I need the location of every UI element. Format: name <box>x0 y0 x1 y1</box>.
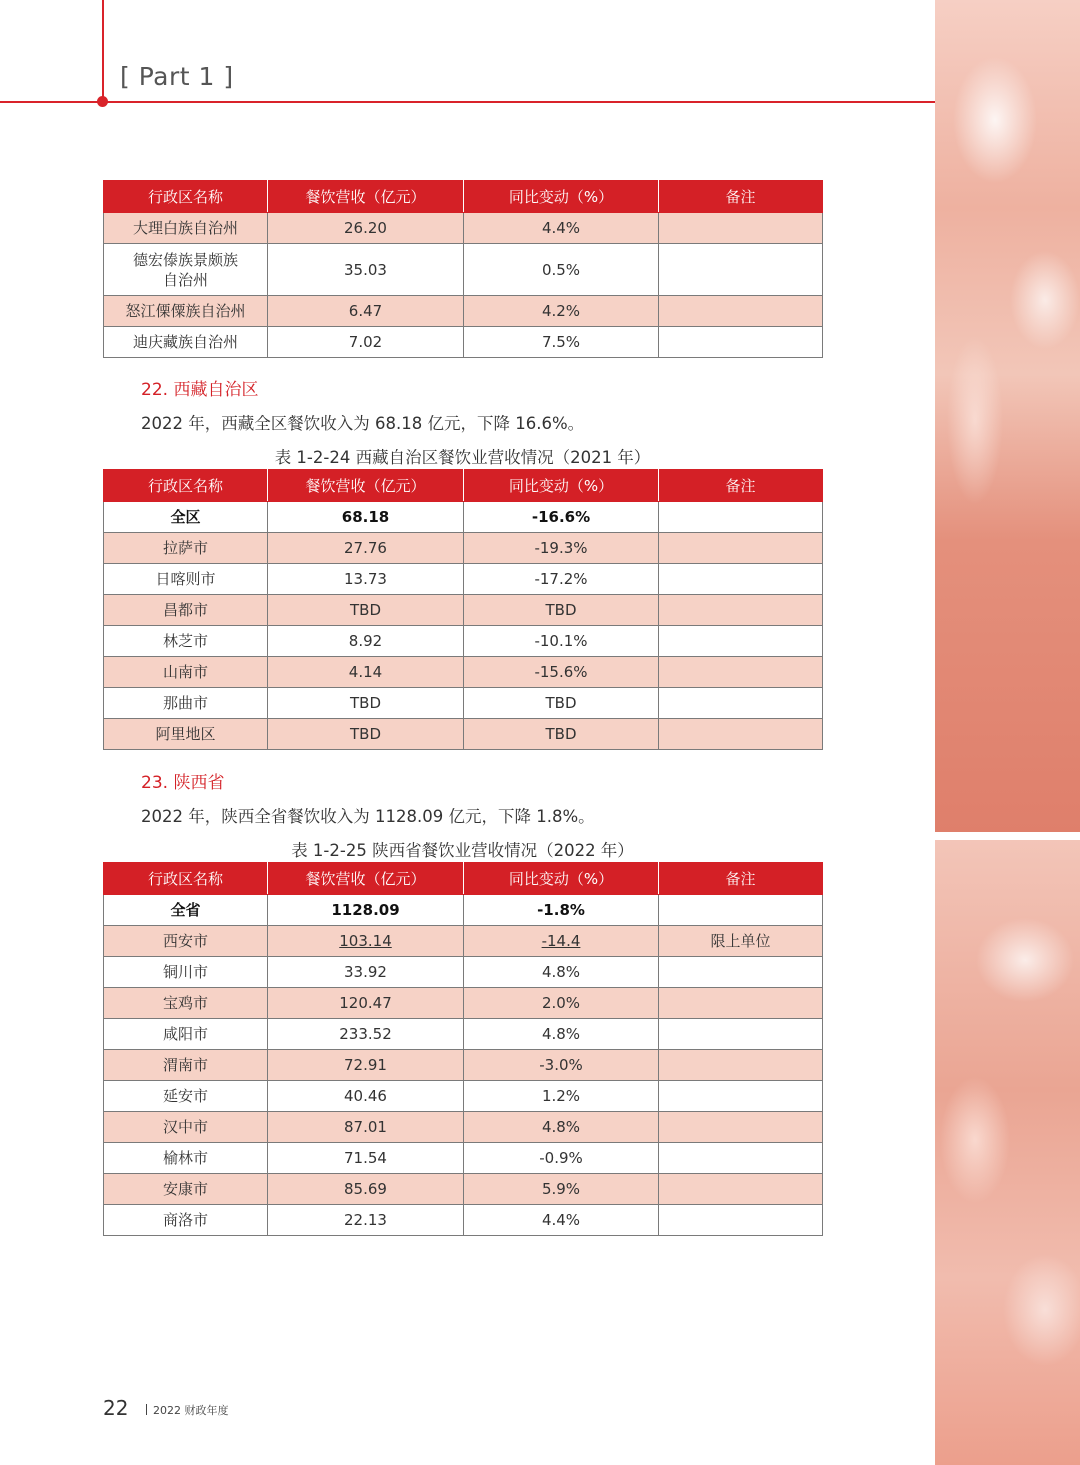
change-cell: -19.3% <box>464 533 659 564</box>
note-cell <box>659 1019 823 1050</box>
note-cell <box>659 533 823 564</box>
table-row <box>104 244 823 296</box>
region-cell: 全省 <box>104 895 268 926</box>
column-header: 备注 <box>659 470 823 502</box>
header-horizontal-rule <box>0 101 935 103</box>
table-tibet <box>103 469 823 750</box>
column-header: 备注 <box>659 863 823 895</box>
change-cell: 1.2% <box>464 1081 659 1112</box>
change-cell: 2.0% <box>464 988 659 1019</box>
note-cell <box>659 626 823 657</box>
footer-divider <box>146 1404 147 1415</box>
region-cell: 渭南市 <box>104 1050 268 1081</box>
table-header-row <box>104 863 823 895</box>
change-cell: TBD <box>464 719 659 750</box>
region-cell: 咸阳市 <box>104 1019 268 1050</box>
table-caption-25: 表 1-2-25 陕西省餐饮业营收情况（2022 年） <box>291 841 634 860</box>
revenue-cell: TBD <box>268 688 464 719</box>
table-row-total <box>104 502 823 533</box>
revenue-cell: 72.91 <box>268 1050 464 1081</box>
region-cell: 昌都市 <box>104 595 268 626</box>
table-row <box>104 213 823 244</box>
change-cell: -17.2% <box>464 564 659 595</box>
table-row <box>104 1081 823 1112</box>
table-header-row <box>104 470 823 502</box>
table-row <box>104 296 823 327</box>
column-header: 餐饮营收（亿元） <box>268 863 464 895</box>
region-cell: 日喀则市 <box>104 564 268 595</box>
region-cell: 林芝市 <box>104 626 268 657</box>
region-cell: 榆林市 <box>104 1143 268 1174</box>
region-cell: 铜川市 <box>104 957 268 988</box>
column-header: 行政区名称 <box>104 181 268 213</box>
note-cell <box>659 688 823 719</box>
revenue-value-underlined: 103.14 <box>339 932 392 950</box>
table-row <box>104 1143 823 1174</box>
revenue-cell: 1128.09 <box>268 895 464 926</box>
table-row <box>104 564 823 595</box>
section-paragraph-23: 2022 年，陕西全省餐饮收入为 1128.09 亿元，下降 1.8%。 <box>141 807 595 826</box>
table-row <box>104 988 823 1019</box>
header-rule-dot <box>97 96 108 107</box>
section-heading-22: 22. 西藏自治区 <box>141 380 259 400</box>
table-row <box>104 1050 823 1081</box>
table-top <box>103 180 823 358</box>
table-caption-24: 表 1-2-24 西藏自治区餐饮业营收情况（2021 年） <box>274 448 651 467</box>
change-cell: 4.8% <box>464 957 659 988</box>
decorative-photo-bottom <box>935 840 1080 1465</box>
region-cell: 大理白族自治州 <box>104 213 268 244</box>
region-cell: 山南市 <box>104 657 268 688</box>
note-cell <box>659 1143 823 1174</box>
table-row <box>104 688 823 719</box>
table-row <box>104 926 823 957</box>
revenue-cell: TBD <box>268 595 464 626</box>
table-header-row <box>104 181 823 213</box>
revenue-cell <box>268 926 464 957</box>
note-cell <box>659 327 823 358</box>
note-cell <box>659 502 823 533</box>
revenue-cell: 27.76 <box>268 533 464 564</box>
change-cell: 4.2% <box>464 296 659 327</box>
note-cell <box>659 213 823 244</box>
section-paragraph-22: 2022 年，西藏全区餐饮收入为 68.18 亿元，下降 16.6%。 <box>141 414 585 433</box>
column-header: 餐饮营收（亿元） <box>268 181 464 213</box>
note-cell <box>659 957 823 988</box>
change-cell <box>464 926 659 957</box>
table-row <box>104 1174 823 1205</box>
region-cell: 阿里地区 <box>104 719 268 750</box>
note-cell <box>659 1205 823 1236</box>
table-row <box>104 1112 823 1143</box>
column-header: 行政区名称 <box>104 470 268 502</box>
note-cell <box>659 1174 823 1205</box>
column-header: 同比变动（%） <box>464 863 659 895</box>
table-row <box>104 657 823 688</box>
note-cell <box>659 988 823 1019</box>
note-cell <box>659 719 823 750</box>
change-cell: 4.4% <box>464 213 659 244</box>
region-cell: 西安市 <box>104 926 268 957</box>
table-row <box>104 719 823 750</box>
region-cell: 全区 <box>104 502 268 533</box>
table-row <box>104 957 823 988</box>
revenue-cell: 35.03 <box>268 244 464 296</box>
note-cell <box>659 595 823 626</box>
table-row <box>104 533 823 564</box>
table-row <box>104 1019 823 1050</box>
revenue-cell: 233.52 <box>268 1019 464 1050</box>
region-cell: 那曲市 <box>104 688 268 719</box>
table-row <box>104 626 823 657</box>
column-header: 同比变动（%） <box>464 470 659 502</box>
column-header: 餐饮营收（亿元） <box>268 470 464 502</box>
revenue-cell: 13.73 <box>268 564 464 595</box>
note-cell <box>659 244 823 296</box>
revenue-cell: 26.20 <box>268 213 464 244</box>
region-cell: 商洛市 <box>104 1205 268 1236</box>
header-vertical-rule <box>102 0 104 102</box>
revenue-cell: 7.02 <box>268 327 464 358</box>
column-header: 备注 <box>659 181 823 213</box>
revenue-cell: 120.47 <box>268 988 464 1019</box>
change-cell: 7.5% <box>464 327 659 358</box>
table-row <box>104 595 823 626</box>
change-cell: -1.8% <box>464 895 659 926</box>
photo-divider <box>935 832 1080 840</box>
region-cell: 迪庆藏族自治州 <box>104 327 268 358</box>
region-cell: 延安市 <box>104 1081 268 1112</box>
revenue-cell: 22.13 <box>268 1205 464 1236</box>
revenue-cell: 40.46 <box>268 1081 464 1112</box>
column-header: 同比变动（%） <box>464 181 659 213</box>
change-cell: -0.9% <box>464 1143 659 1174</box>
page-number: 22 <box>103 1396 129 1420</box>
region-cell: 安康市 <box>104 1174 268 1205</box>
region-cell: 宝鸡市 <box>104 988 268 1019</box>
change-cell: 5.9% <box>464 1174 659 1205</box>
revenue-cell: 68.18 <box>268 502 464 533</box>
note-cell <box>659 1050 823 1081</box>
table-row <box>104 327 823 358</box>
part-label: [ Part 1 ] <box>120 62 234 91</box>
revenue-cell: 71.54 <box>268 1143 464 1174</box>
change-cell: -10.1% <box>464 626 659 657</box>
revenue-cell: 8.92 <box>268 626 464 657</box>
change-cell: -3.0% <box>464 1050 659 1081</box>
change-cell: 4.4% <box>464 1205 659 1236</box>
revenue-cell: 4.14 <box>268 657 464 688</box>
column-header: 行政区名称 <box>104 863 268 895</box>
note-cell <box>659 1112 823 1143</box>
change-cell: 4.8% <box>464 1019 659 1050</box>
region-cell: 德宏傣族景颇族 自治州 <box>104 244 268 296</box>
revenue-cell: 87.01 <box>268 1112 464 1143</box>
table-shaanxi <box>103 862 823 1236</box>
decorative-photo-top <box>935 0 1080 832</box>
change-cell: 0.5% <box>464 244 659 296</box>
change-cell: TBD <box>464 595 659 626</box>
region-cell: 汉中市 <box>104 1112 268 1143</box>
note-cell <box>659 895 823 926</box>
revenue-cell: TBD <box>268 719 464 750</box>
table-row <box>104 1205 823 1236</box>
change-cell: -16.6% <box>464 502 659 533</box>
note-cell <box>659 296 823 327</box>
note-cell <box>659 657 823 688</box>
publication-footer <box>146 1402 229 1418</box>
revenue-cell: 6.47 <box>268 296 464 327</box>
change-cell: 4.8% <box>464 1112 659 1143</box>
section-heading-23: 23. 陕西省 <box>141 773 225 793</box>
publication-title: 2022 财政年度 <box>153 1404 229 1417</box>
region-cell: 怒江傈僳族自治州 <box>104 296 268 327</box>
revenue-cell: 33.92 <box>268 957 464 988</box>
revenue-cell: 85.69 <box>268 1174 464 1205</box>
note-cell <box>659 1081 823 1112</box>
region-cell: 拉萨市 <box>104 533 268 564</box>
note-cell <box>659 564 823 595</box>
change-cell: TBD <box>464 688 659 719</box>
change-cell: -15.6% <box>464 657 659 688</box>
change-value-underlined: -14.4 <box>541 932 581 950</box>
note-cell: 限上单位 <box>659 926 823 957</box>
table-row-total <box>104 895 823 926</box>
